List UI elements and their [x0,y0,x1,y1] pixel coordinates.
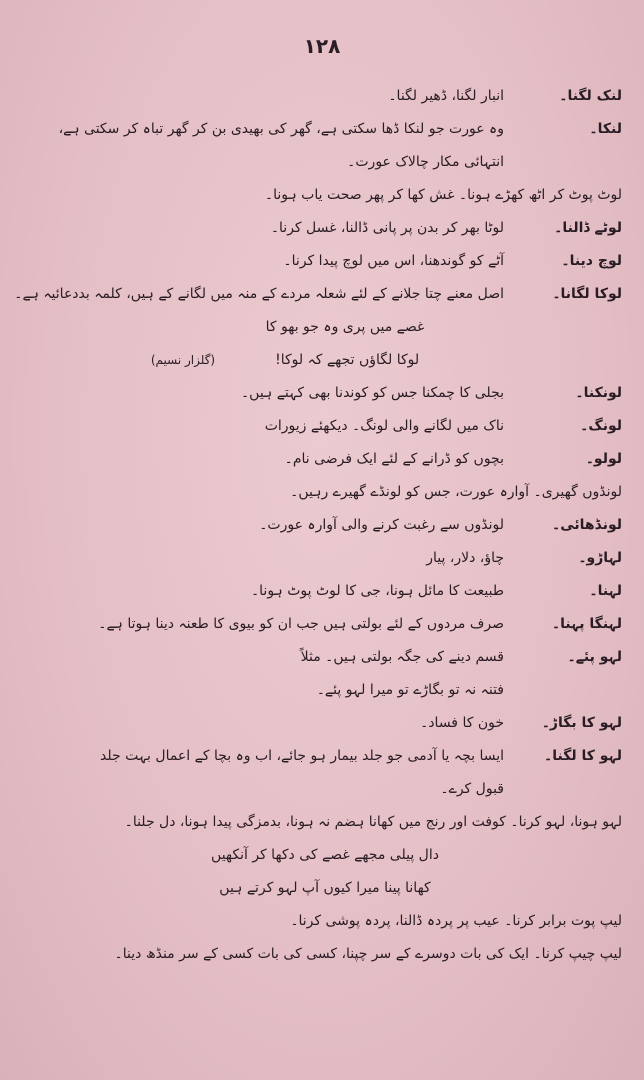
entry-full-line: لونڈوں گھیری۔ آوارہ عورت، جس کو لونڈے گھیرے رہیں۔ [290,484,622,500]
entry [28,707,622,740]
entry-definition: لوٹا بھر کر بدن پر پانی ڈالنا، غسل کرنا۔ [270,220,504,236]
entry-full-line: لیپ چیپ کرنا۔ ایک کی بات دوسرے کے سر چپنا، کسی کی بات کسی کے سر منڈھ دینا۔ [114,946,622,962]
entry-definition: ناک میں لگانے والی لونگ۔ دیکھئے زیورات [264,418,504,434]
entry [28,212,622,245]
entry [28,80,622,113]
entry [28,443,622,476]
entry-term: لولو۔ [585,451,622,467]
entry-term: لہنگا پہنا۔ [551,616,622,632]
entry-definition: ایسا بچہ یا آدمی جو جلد بیمار ہو جائے، اب وہ بچا کے اعمال بہت جلد [100,748,504,764]
entry-full-line: لہو ہونا، لہو کرنا۔ کوفت اور رنج میں کھانا ہضم نہ ہونا، بدمزگی پیدا ہونا، دل جلنا۔ [124,814,622,830]
entry-term: لہو کا بگاڑ۔ [541,715,622,731]
page-number: ۱۲۸ [303,34,341,58]
entry [28,542,622,575]
verse-line: کھانا پینا میرا کیوں آپ لہو کرتے ہیں [219,880,431,896]
entry-term: لونکنا۔ [575,385,622,401]
entry-term: لہو پئے۔ [567,649,622,665]
entry [28,509,622,542]
entry-term: لہاڑو۔ [578,550,622,566]
entry-definition: وہ عورت جو لنکا ڈھا سکتی ہے، گھر کی بھیدی بن کر گھر تباہ کر سکتی ہے، [58,121,504,137]
entry-term: لنک لگنا۔ [559,88,622,104]
entry-term: لونڈھائی۔ [552,517,622,533]
entry-definition: صرف مردوں کے لئے بولتی ہیں جب ان کو بیوی کا طعنہ دینا ہوتا ہے۔ [98,616,504,632]
verse-line: دال پیلی مجھے غصے کی دکھا کر آنکھیں [211,847,439,863]
entry-definition: اصل معنے چتا جلانے کے لئے شعلہ مردے کے منہ میں لگانے کے ہیں، کلمہ بددعائیہ ہے۔ [14,286,504,302]
entry-definition: بجلی کا چمکنا جس کو کوندنا بھی کہتے ہیں۔ [240,385,504,401]
entry-continuation: فتنہ نہ تو بگاڑے تو میرا لہو پئے۔ [316,682,504,698]
entry-term: لوچ دینا۔ [561,253,622,269]
entry-definition: بچوں کو ڈرانے کے لئے ایک فرضی نام۔ [284,451,504,467]
entry-definition: خون کا فساد۔ [420,715,504,731]
entry-definition: قسم دینے کی جگہ بولتی ہیں۔ مثلاً [300,649,504,665]
entry-term: لونگ۔ [580,418,622,434]
entry [28,641,622,674]
entry [14,278,622,311]
entry [28,740,622,773]
entry-definition: چاؤ، دلار، پیار [426,550,504,566]
entry-term: لوٹے ڈالنا۔ [554,220,622,236]
verse-line: غصے میں پری وہ جو بھو کا [265,319,425,335]
entry-full-line: لوٹ پوٹ کر اٹھ کھڑے ہونا۔ غش کھا کر پھر صحت یاب ہونا۔ [264,187,622,203]
verse-line: لوکا لگاؤں تجھے کہ لوکا! [275,352,420,368]
dictionary-entries [14,80,622,971]
entry-term: لوکا لگانا۔ [552,286,622,302]
entry [28,245,622,278]
entry-definition: آٹے کو گوندھنا، اس میں لوچ پیدا کرنا۔ [283,253,504,269]
entry [28,608,622,641]
entry-term: لہنا۔ [589,583,622,599]
verse-line-with-credit [28,344,622,377]
entry-definition: لونڈوں سے رغبت کرنے والی آوارہ عورت۔ [259,517,504,533]
entry-definition: طبیعت کا مائل ہونا، جی کا لوٹ پوٹ ہونا۔ [250,583,504,599]
entry-term: لہو کا لگنا۔ [544,748,622,764]
entry [28,377,622,410]
entry [28,575,622,608]
entry [28,410,622,443]
entry-full-line: لیپ پوت برابر کرنا۔ عیب پر پردہ ڈالنا، پردہ پوشی کرنا۔ [290,913,622,929]
entry-continuation: انتہائی مکار چالاک عورت۔ [347,154,504,170]
entry-continuation: قبول کرے۔ [440,781,504,797]
entry-term: لنکا۔ [589,121,622,137]
entry [28,113,622,146]
verse-credit: (گلزار نسیم) [150,353,216,367]
entry-definition: انبار لگنا، ڈھیر لگنا۔ [388,88,504,104]
